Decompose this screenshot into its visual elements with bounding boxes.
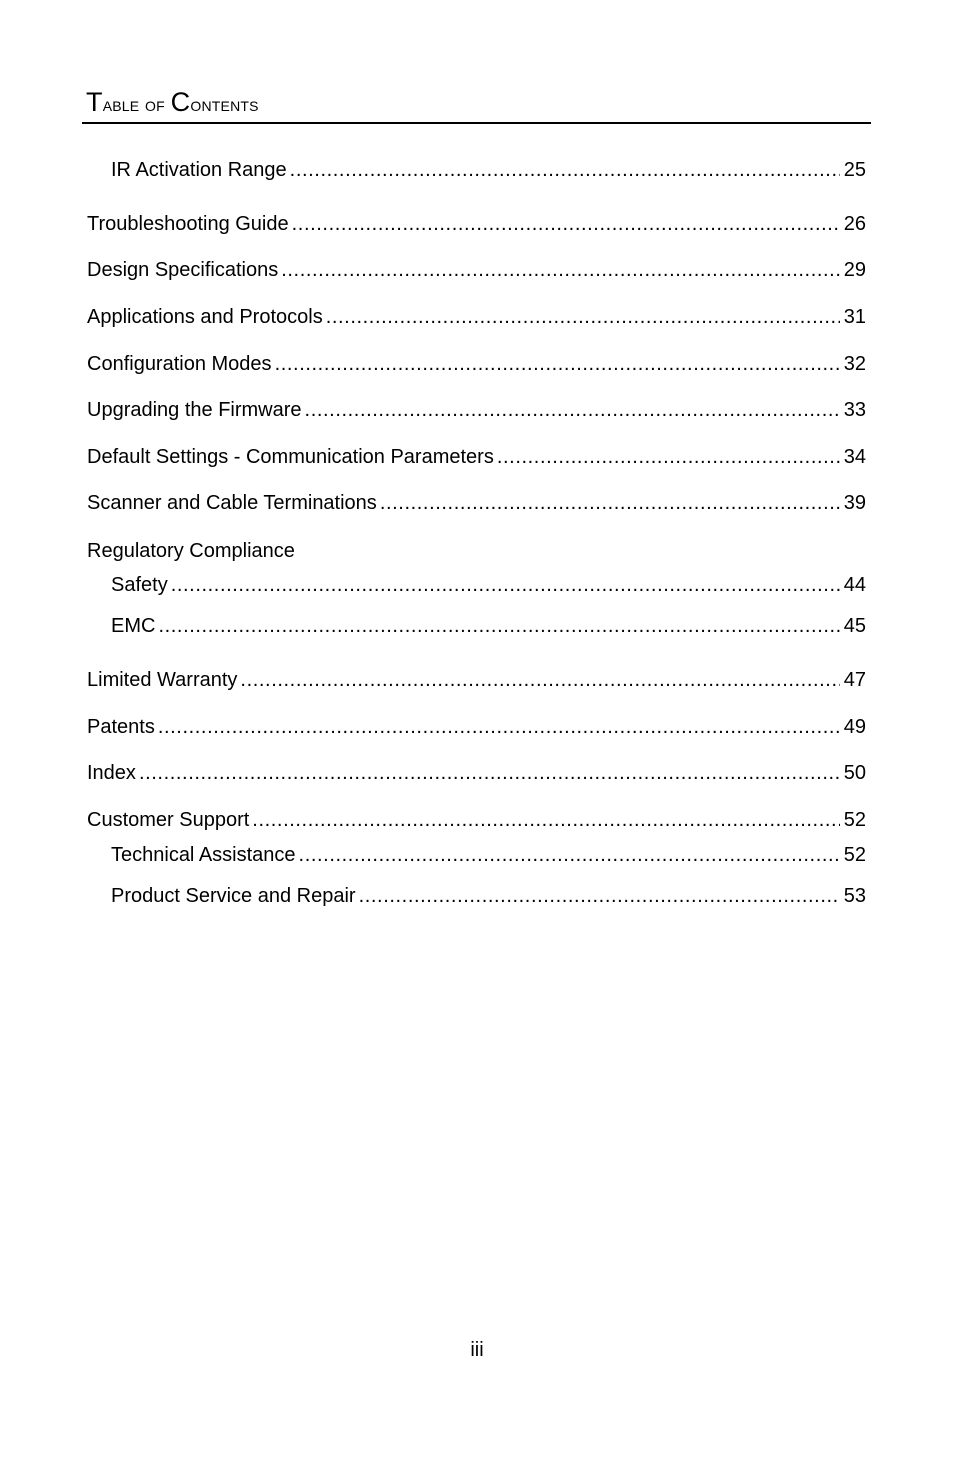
toc-entry-label: Default Settings - Communication Parameters bbox=[87, 446, 494, 468]
dot-leader bbox=[281, 257, 840, 283]
toc-page-number: 53 bbox=[843, 885, 866, 907]
dot-leader bbox=[292, 211, 840, 237]
toc-section-heading[interactable]: Regulatory Compliance bbox=[87, 540, 295, 562]
toc-entry[interactable] bbox=[87, 667, 866, 693]
dot-leader bbox=[158, 613, 839, 639]
toc-page-number: 49 bbox=[843, 716, 866, 738]
toc-page-number: 50 bbox=[843, 762, 866, 784]
toc-entry-label: Product Service and Repair bbox=[111, 885, 356, 907]
toc-entry[interactable] bbox=[111, 572, 866, 598]
toc-entry[interactable] bbox=[111, 157, 866, 183]
toc-page-number: 39 bbox=[843, 492, 866, 514]
title-text-2: ontents bbox=[190, 94, 259, 116]
toc-page-number: 33 bbox=[843, 399, 866, 421]
toc-entry[interactable] bbox=[87, 807, 866, 833]
toc-entry[interactable] bbox=[87, 257, 866, 283]
toc-entry-label: Technical Assistance bbox=[111, 844, 296, 866]
dot-leader bbox=[171, 572, 840, 598]
dot-leader bbox=[305, 397, 840, 423]
toc-page-number: 29 bbox=[843, 259, 866, 281]
toc-entry[interactable] bbox=[111, 883, 866, 909]
toc-page-number: 26 bbox=[843, 213, 866, 235]
toc-entry-label: Applications and Protocols bbox=[87, 306, 323, 328]
toc-entry[interactable] bbox=[111, 613, 866, 639]
title-underline bbox=[82, 122, 871, 124]
dot-leader bbox=[275, 351, 840, 377]
dot-leader bbox=[497, 444, 840, 470]
page-title bbox=[86, 86, 259, 121]
dot-leader bbox=[326, 304, 840, 330]
footer-page-number: iii bbox=[470, 1339, 484, 1361]
toc-entry-label: Configuration Modes bbox=[87, 353, 272, 375]
toc-entry[interactable] bbox=[87, 714, 866, 740]
dot-leader bbox=[290, 157, 840, 183]
dot-leader bbox=[139, 760, 840, 786]
dot-leader bbox=[158, 714, 840, 740]
toc-entry-label: IR Activation Range bbox=[111, 159, 287, 181]
toc-page-number: 47 bbox=[843, 669, 866, 691]
dot-leader bbox=[240, 667, 839, 693]
toc-entry-label: Limited Warranty bbox=[87, 669, 238, 691]
toc-entry-label: Safety bbox=[111, 574, 168, 596]
toc-entry-label: Scanner and Cable Terminations bbox=[87, 492, 377, 514]
toc-page-number: 52 bbox=[843, 844, 866, 866]
toc-entry-label: Troubleshooting Guide bbox=[87, 213, 289, 235]
toc-entry-label: Index bbox=[87, 762, 136, 784]
title-capital-2: C bbox=[170, 87, 191, 117]
toc-entry[interactable] bbox=[87, 444, 866, 470]
toc-entry[interactable] bbox=[87, 397, 866, 423]
toc-entry-label: EMC bbox=[111, 615, 156, 637]
toc-page-number: 25 bbox=[843, 159, 866, 181]
toc-page-number: 45 bbox=[843, 615, 866, 637]
dot-leader bbox=[252, 807, 839, 833]
toc-entry[interactable] bbox=[87, 211, 866, 237]
toc-entry-label: Patents bbox=[87, 716, 155, 738]
dot-leader bbox=[359, 883, 840, 909]
title-text-1: able of bbox=[102, 94, 165, 116]
toc-page-number: 32 bbox=[843, 353, 866, 375]
dot-leader bbox=[380, 490, 840, 516]
toc-page-number: 44 bbox=[843, 574, 866, 596]
toc-entry[interactable] bbox=[87, 304, 866, 330]
toc-page-number: 31 bbox=[843, 306, 866, 328]
toc-entry[interactable] bbox=[87, 760, 866, 786]
toc-entry[interactable] bbox=[87, 490, 866, 516]
toc-entry[interactable] bbox=[87, 351, 866, 377]
dot-leader bbox=[299, 842, 840, 868]
toc-page-number: 52 bbox=[843, 809, 866, 831]
title-capital-1: T bbox=[86, 87, 103, 117]
toc-entry[interactable] bbox=[111, 842, 866, 868]
toc-entry-label: Design Specifications bbox=[87, 259, 279, 281]
toc-page-number: 34 bbox=[843, 446, 866, 468]
toc-entry-label: Upgrading the Firmware bbox=[87, 399, 302, 421]
toc-entry-label: Customer Support bbox=[87, 809, 250, 831]
